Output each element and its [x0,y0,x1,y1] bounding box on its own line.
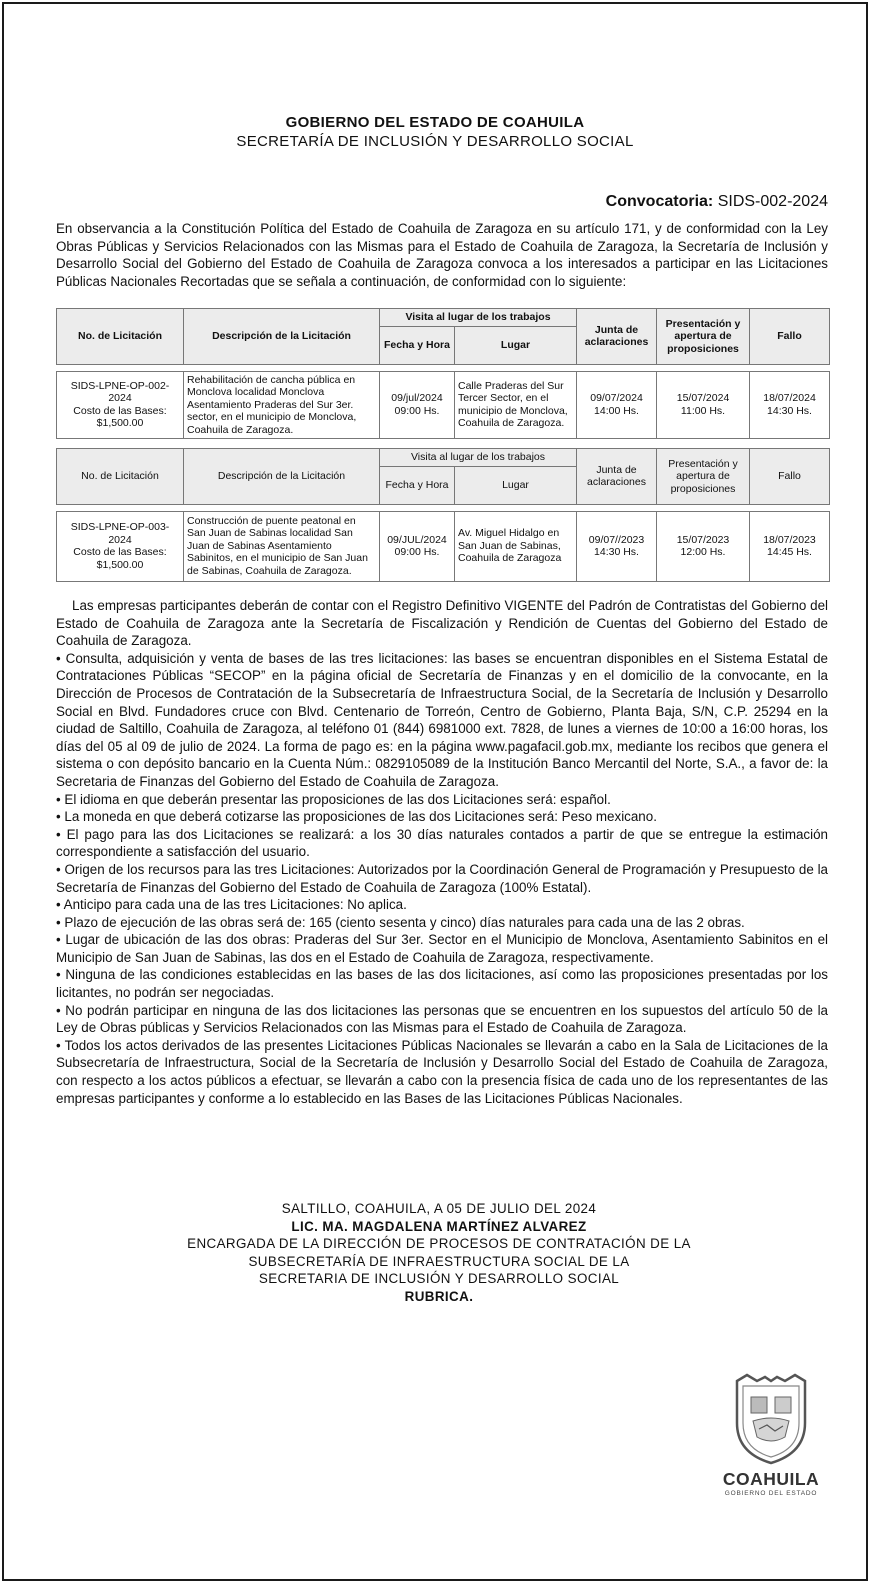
visita-hora: 09:00 Hs. [394,546,440,558]
junta-fecha: 09/07/2024 [590,392,643,405]
junta-hora: 14:30 Hs. [594,546,639,558]
government-title: GOBIERNO DEL ESTADO DE COAHUILA [285,114,585,131]
condition-item: • La moneda en que deberá cotizarse las proposiciones de las dos Licitaciones será: Peso mexicano. [56,809,657,825]
condition-item: • El pago para las dos Licitaciones se realizará: a los 30 días naturales contados a partir de que se entregue la estimación correspondiente a satisfacción del usuario. [56,826,828,860]
signer-role-line-3: SECRETARIA DE INCLUSIÓN Y DESARROLLO SOCIAL [258,1271,620,1287]
licitacion-description: Construcción de puente peatonal en San Juan de Sabinas localidad San Juan de Sabinas Asentamiento Sabinitos, en el municipio de San Juan de Sabinas, Coahuila de Zaragoza. [184,511,380,581]
logo-name: COAHUILA [722,1469,820,1489]
visita-fecha: 09/jul/2024 [391,392,443,405]
tender-table-1 [56,308,830,439]
coahuila-logo [718,1371,824,1501]
tender-table-2 [56,448,830,582]
visita-fecha: 09/JUL/2024 [387,533,447,546]
secretariat-title: SECRETARÍA DE INCLUSIÓN Y DESARROLLO SOCIAL [236,133,634,150]
condition-item: • Origen de los recursos para las tres Licitaciones: Autorizados por la Coordinación General de Programación y Presupuesto de la Secretaría de Finanzas del Gobierno del Estado de Coahuila de Zaragoza (100% Estatal). [56,861,828,895]
logo-subtitle: GOBIERNO DEL ESTADO [724,1490,818,1497]
convocatoria-label: Convocatoria: [605,193,714,210]
header-presentacion: Presentación y apertura de proposiciones [657,449,750,505]
conditions-body [56,597,828,1107]
header-descripcion: Descripción de la Licitación [184,449,380,505]
condition-item: • Todos los actos derivados de las presentes Licitaciones Públicas Nacionales se llevarán a cabo en la Sala de Licitaciones de la Subsecretaría de Infraestructura, Social de la Secretaría de Inclusión y Desarrollo Social del Estado de Coahuila de Zaragoza, con respecto a los actos públicos a efectuar, se llevarán a cabo con la presencia física de cada uno de los representantes de las empresas participantes y conforme a lo establecido en las Bases de las Licitaciones Públicas Nacionales. [56,1037,828,1106]
licitacion-number: SIDS-LPNE-OP-002-2024 [70,379,170,405]
header-fallo: Fallo [750,309,830,365]
place-date: SALTILLO, COAHUILA, A 05 DE JULIO DEL 2024 [281,1201,597,1216]
costo-label: Costo de las Bases: [73,546,167,558]
header-lugar: Lugar [455,326,577,364]
header-fecha-hora: Fecha y Hora [380,326,455,364]
header-presentacion: Presentación y apertura de proposiciones [657,309,750,365]
signer-role-line-1: ENCARGADA DE LA DIRECCIÓN DE PROCESOS DE CONTRATACIÓN DE LA [187,1236,691,1252]
registry-paragraph: Las empresas participantes deberán de contar con el Registro Definitivo VIGENTE del Padrón de Contratistas del Gobierno del Estado de Coahuila de Zaragoza ante la Secretaría de Fiscalización y Rendición de Cuentas del Gobierno del Estado de Coahuila de Zaragoza. [56,598,828,649]
header-visita: Visita al lugar de los trabajos [380,309,577,327]
condition-item: • El idioma en que deberán presentar las proposiciones de las dos Licitaciones será: español. [56,791,611,807]
costo-label: Costo de las Bases: [73,404,167,417]
intro-paragraph: En observancia a la Constitución Política del Estado de Coahuila de Zaragoza en su artículo 171, y de conformidad con la Ley Obras Públicas y Servicios Relacionados con las Mismas para el Estado de Coahuila de Zaragoza, la Secretaría de Inclusión y Desarrollo Social del Gobierno del Estado de Coahuila de Zaragoza convoca a los interesados a participar en las Licitaciones Públicas Nacionales Recortadas que se señala a continuación, de conformidad con lo siguiente: [56,221,828,289]
visita-lugar: Av. Miguel Hidalgo en San Juan de Sabinas, Coahuila de Zaragoza [455,511,577,581]
presentacion-fecha: 15/07/2023 [676,533,730,546]
licitacion-number: SIDS-LPNE-OP-003-2024 [70,521,170,546]
fallo-fecha: 18/07/2024 [763,392,816,405]
presentacion-hora: 12:00 Hs. [680,546,726,558]
costo-value: $1,500.00 [96,558,144,571]
condition-item: • No podrán participar en ninguna de las dos licitaciones las personas que se encuentren en los supuestos del artículo 50 de la Ley de Obras públicas y Servicios Relacionados con las Mismas para el Estado de Coahuila de Zaragoza. [56,1002,828,1036]
condition-item: • Anticipo para cada una de las tres Licitaciones: No aplica. [56,897,407,913]
header-descripcion: Descripción de la Licitación [184,309,380,365]
header-fecha-hora: Fecha y Hora [380,466,455,504]
visita-hora: 09:00 Hs. [394,404,440,417]
condition-item: • Lugar de ubicación de las dos obras: Praderas del Sur 3er. Sector en el Municipio de Monclova, Asentamiento Sabinitos en el Municipio de San Juan de Sabinas, las dos en el Estado de Coahuila de Zaragoza, respectivamente. [56,932,828,965]
presentacion-hora: 11:00 Hs. [680,404,726,417]
rubrica: RUBRICA. [404,1288,474,1304]
signer-name: LIC. MA. MAGDALENA MARTÍNEZ ALVAREZ [291,1218,587,1234]
header-visita: Visita al lugar de los trabajos [380,449,577,467]
header-junta: Junta de aclaraciones [577,309,657,365]
coat-of-arms-icon [723,1371,819,1467]
convocatoria-number [606,193,828,211]
header-junta: Junta de aclaraciones [577,449,657,505]
header-no-licitacion: No. de Licitación [57,309,184,365]
condition-item: • Consulta, adquisición y venta de bases de las tres licitaciones: las bases se encuentran disponibles en el Sistema Estatal de Contrataciones Públicas “SECOP” en la página oficial de Secretaría de Finanzas y en el domicilio de la convocante, en la Dirección de Procesos de Contratación de la Subsecretaría de Infraestructura Social, de la Secretaría de Inclusión y Desarrollo Social en Blvd. Fundadores cruce con Blvd. Centenario de Torreón, Centro de Gobierno, Planta Baja, S/N, C.P. 25294 en la ciudad de Saltillo, Coahuila de Zaragoza, al teléfono 01 (844) 6981000 ext. 7828, de lunes a viernes de 10:00 a 16:00 horas, los días del 05 al 09 de julio de 2024. La forma de pago es: en la página www.pagafacil.gob.mx, mediante los recibos que genera el sistema o con depósito bancario en la Cuenta Núm.: 0829105089 de la Institución Banco Mercantil del Norte, S.A., a favor de: la Secretaria de Finanzas del Gobierno del Estado de Coahuila de Zaragoza. [56,650,828,789]
licitacion-description: Rehabilitación de cancha pública en Monclova localidad Monclova Asentamiento Praderas del Sur 3er. sector, en el municipio de Monclova, Coahuila de Zaragoza. [184,371,380,439]
header-no-licitacion: No. de Licitación [57,449,184,505]
signer-role-line-2: SUBSECRETARÍA DE INFRAESTRUCTURA SOCIAL DE LA [248,1253,630,1269]
junta-hora: 14:00 Hs. [594,404,639,417]
table-row [57,371,830,439]
junta-fecha: 09/07//2023 [588,533,645,546]
fallo-hora: 14:30 Hs. [767,404,812,417]
visita-lugar: Calle Praderas del Sur Tercer Sector, en el municipio de Monclova, Coahuila de Zaragoza. [455,371,577,439]
condition-item: • Ninguna de las condiciones establecidas en las bases de las dos licitaciones, así como las proposiciones presentadas por los licitantes, no podrán ser negociadas. [56,967,828,1001]
fallo-fecha: 18/07/2023 [763,533,816,546]
fallo-hora: 14:45 Hs. [767,546,812,558]
condition-item: • Plazo de ejecución de las obras será de: 165 (ciento sesenta y cinco) días naturales para cada una de las 2 obras. [56,914,745,930]
header-lugar: Lugar [455,466,577,504]
convocatoria-value: SIDS-002-2024 [717,193,828,210]
table-row [57,511,830,581]
header-fallo: Fallo [750,449,830,505]
presentacion-fecha: 15/07/2024 [676,392,730,405]
costo-value: $1,500.00 [96,417,144,430]
signature-block [0,1200,870,1306]
